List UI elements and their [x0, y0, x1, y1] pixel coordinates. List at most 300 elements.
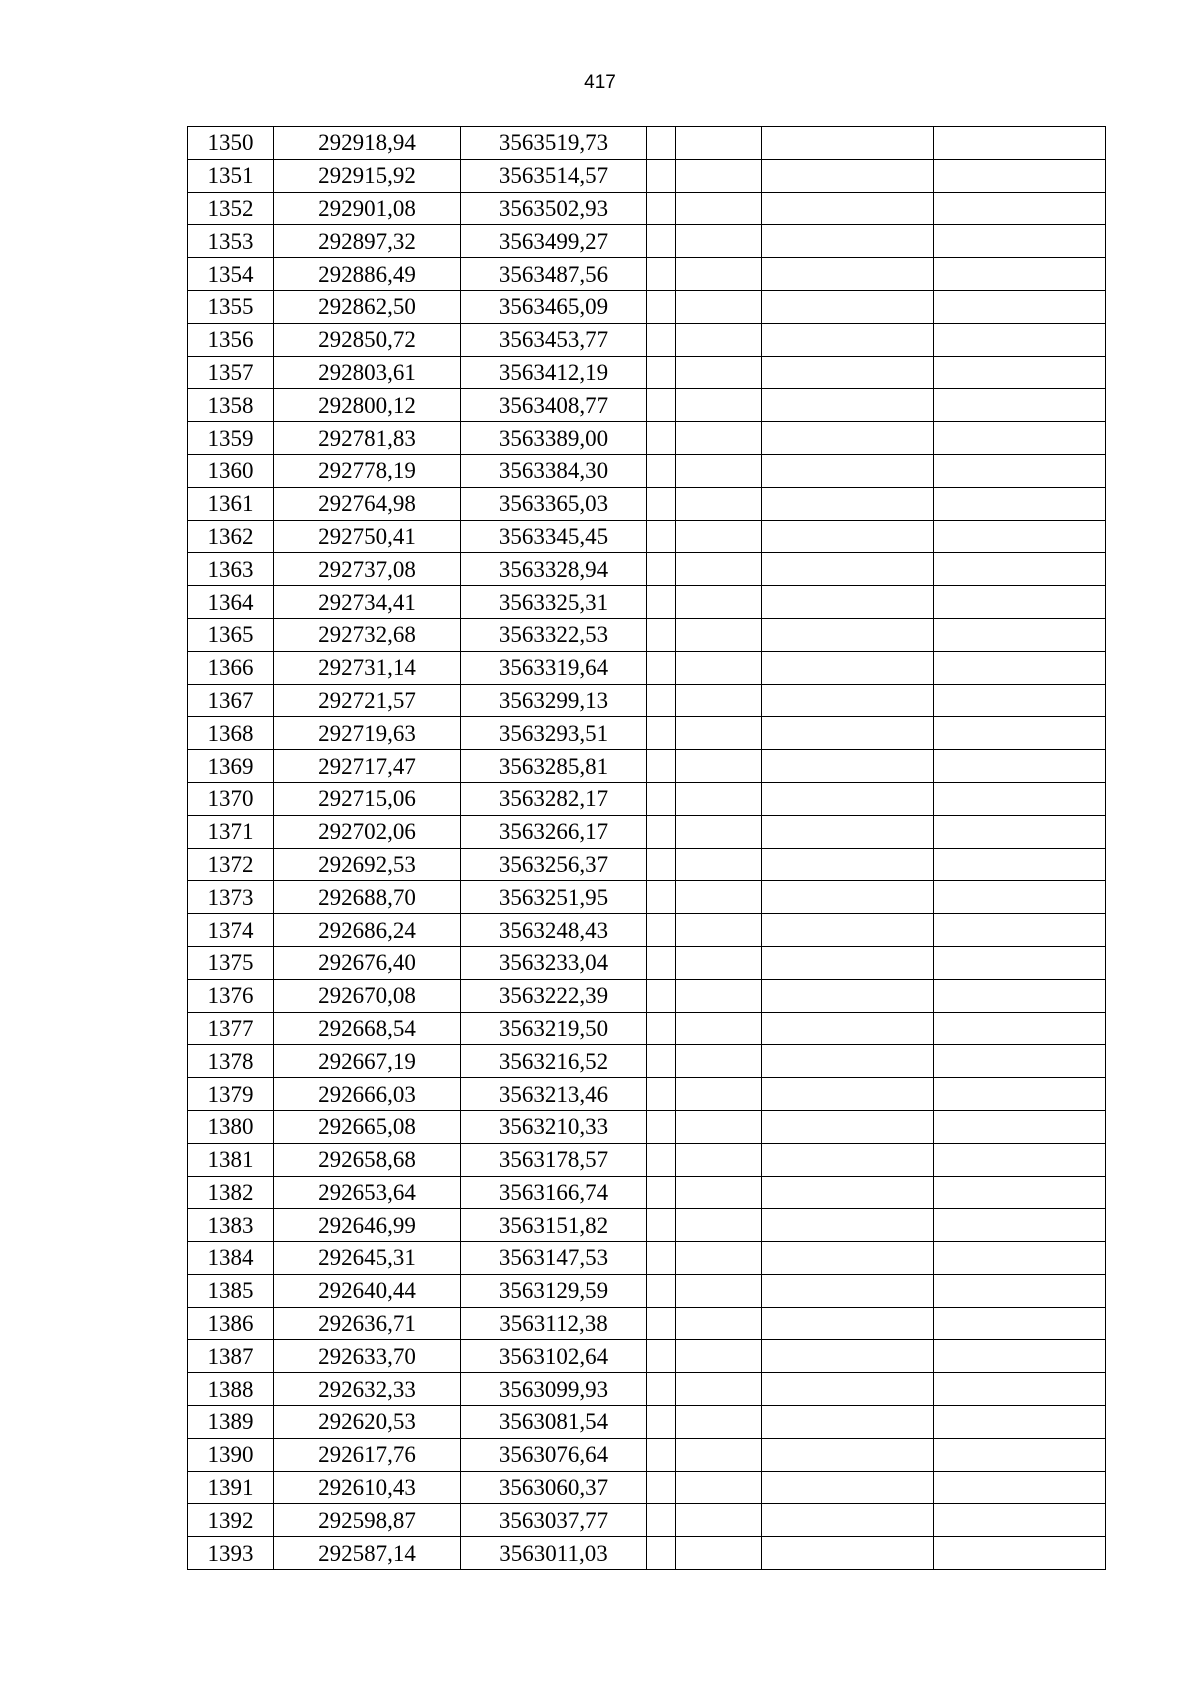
empty-cell [934, 914, 1106, 947]
point-number-cell: 1352 [188, 192, 274, 225]
empty-cell [647, 1012, 676, 1045]
point-number-cell: 1358 [188, 389, 274, 422]
point-number-cell: 1363 [188, 553, 274, 586]
point-number-cell: 1389 [188, 1406, 274, 1439]
table-row [188, 1209, 1106, 1242]
empty-cell [762, 1242, 934, 1275]
x-coordinate-cell: 292715,06 [274, 782, 461, 815]
point-number-cell: 1385 [188, 1274, 274, 1307]
empty-cell [647, 1471, 676, 1504]
table-row [188, 1504, 1106, 1537]
empty-cell [762, 717, 934, 750]
empty-cell [762, 1012, 934, 1045]
empty-cell [676, 553, 762, 586]
x-coordinate-cell: 292721,57 [274, 684, 461, 717]
x-coordinate-cell: 292686,24 [274, 914, 461, 947]
empty-cell [762, 159, 934, 192]
table-row [188, 356, 1106, 389]
empty-cell [676, 684, 762, 717]
x-coordinate-cell: 292803,61 [274, 356, 461, 389]
y-coordinate-cell: 3563178,57 [461, 1143, 647, 1176]
empty-cell [934, 422, 1106, 455]
empty-cell [762, 422, 934, 455]
table-row [188, 914, 1106, 947]
y-coordinate-cell: 3563299,13 [461, 684, 647, 717]
empty-cell [647, 1110, 676, 1143]
empty-cell [647, 290, 676, 323]
table-row [188, 1012, 1106, 1045]
point-number-cell: 1380 [188, 1110, 274, 1143]
table-row [188, 881, 1106, 914]
table-row [188, 258, 1106, 291]
y-coordinate-cell: 3563233,04 [461, 946, 647, 979]
x-coordinate-cell: 292850,72 [274, 323, 461, 356]
y-coordinate-cell: 3563412,19 [461, 356, 647, 389]
point-number-cell: 1364 [188, 586, 274, 619]
x-coordinate-cell: 292646,99 [274, 1209, 461, 1242]
point-number-cell: 1356 [188, 323, 274, 356]
point-number-cell: 1361 [188, 487, 274, 520]
x-coordinate-cell: 292750,41 [274, 520, 461, 553]
empty-cell [676, 946, 762, 979]
x-coordinate-cell: 292778,19 [274, 454, 461, 487]
empty-cell [934, 1438, 1106, 1471]
empty-cell [647, 520, 676, 553]
table-row [188, 1176, 1106, 1209]
x-coordinate-cell: 292636,71 [274, 1307, 461, 1340]
point-number-cell: 1355 [188, 290, 274, 323]
table-row [188, 946, 1106, 979]
empty-cell [762, 454, 934, 487]
empty-cell [762, 1406, 934, 1439]
table-row [188, 1110, 1106, 1143]
table-row [188, 651, 1106, 684]
empty-cell [934, 389, 1106, 422]
empty-cell [934, 1340, 1106, 1373]
empty-cell [647, 1373, 676, 1406]
y-coordinate-cell: 3563266,17 [461, 815, 647, 848]
table-row [188, 848, 1106, 881]
empty-cell [934, 586, 1106, 619]
y-coordinate-cell: 3563293,51 [461, 717, 647, 750]
point-number-cell: 1388 [188, 1373, 274, 1406]
empty-cell [934, 651, 1106, 684]
empty-cell [647, 422, 676, 455]
empty-cell [934, 717, 1106, 750]
empty-cell [934, 323, 1106, 356]
empty-cell [647, 1143, 676, 1176]
empty-cell [762, 946, 934, 979]
empty-cell [934, 1045, 1106, 1078]
empty-cell [762, 389, 934, 422]
empty-cell [647, 946, 676, 979]
empty-cell [934, 454, 1106, 487]
empty-cell [934, 1110, 1106, 1143]
empty-cell [647, 323, 676, 356]
table-row [188, 782, 1106, 815]
empty-cell [676, 815, 762, 848]
empty-cell [647, 1274, 676, 1307]
empty-cell [647, 782, 676, 815]
point-number-cell: 1371 [188, 815, 274, 848]
point-number-cell: 1384 [188, 1242, 274, 1275]
empty-cell [676, 1537, 762, 1570]
empty-cell [934, 815, 1106, 848]
point-number-cell: 1351 [188, 159, 274, 192]
empty-cell [647, 1307, 676, 1340]
empty-cell [762, 1438, 934, 1471]
coordinates-table [187, 126, 1106, 1570]
empty-cell [647, 979, 676, 1012]
empty-cell [676, 1504, 762, 1537]
empty-cell [762, 586, 934, 619]
point-number-cell: 1376 [188, 979, 274, 1012]
point-number-cell: 1387 [188, 1340, 274, 1373]
x-coordinate-cell: 292633,70 [274, 1340, 461, 1373]
table-row [188, 127, 1106, 160]
x-coordinate-cell: 292640,44 [274, 1274, 461, 1307]
empty-cell [676, 1242, 762, 1275]
empty-cell [934, 881, 1106, 914]
point-number-cell: 1392 [188, 1504, 274, 1537]
empty-cell [762, 618, 934, 651]
y-coordinate-cell: 3563514,57 [461, 159, 647, 192]
y-coordinate-cell: 3563408,77 [461, 389, 647, 422]
empty-cell [676, 1274, 762, 1307]
x-coordinate-cell: 292702,06 [274, 815, 461, 848]
empty-cell [762, 127, 934, 160]
empty-cell [762, 979, 934, 1012]
x-coordinate-cell: 292665,08 [274, 1110, 461, 1143]
empty-cell [934, 1078, 1106, 1111]
empty-cell [676, 651, 762, 684]
empty-cell [647, 618, 676, 651]
y-coordinate-cell: 3563151,82 [461, 1209, 647, 1242]
empty-cell [762, 684, 934, 717]
table-row [188, 454, 1106, 487]
y-coordinate-cell: 3563282,17 [461, 782, 647, 815]
empty-cell [762, 1176, 934, 1209]
empty-cell [934, 159, 1106, 192]
table-row [188, 1373, 1106, 1406]
y-coordinate-cell: 3563076,64 [461, 1438, 647, 1471]
point-number-cell: 1377 [188, 1012, 274, 1045]
empty-cell [934, 1143, 1106, 1176]
empty-cell [676, 1373, 762, 1406]
empty-cell [934, 848, 1106, 881]
empty-cell [676, 1340, 762, 1373]
point-number-cell: 1362 [188, 520, 274, 553]
empty-cell [762, 225, 934, 258]
empty-cell [934, 684, 1106, 717]
empty-cell [934, 225, 1106, 258]
x-coordinate-cell: 292587,14 [274, 1537, 461, 1570]
y-coordinate-cell: 3563453,77 [461, 323, 647, 356]
empty-cell [647, 1209, 676, 1242]
y-coordinate-cell: 3563011,03 [461, 1537, 647, 1570]
empty-cell [676, 1045, 762, 1078]
x-coordinate-cell: 292645,31 [274, 1242, 461, 1275]
point-number-cell: 1359 [188, 422, 274, 455]
table-row [188, 750, 1106, 783]
point-number-cell: 1365 [188, 618, 274, 651]
empty-cell [676, 717, 762, 750]
empty-cell [647, 1340, 676, 1373]
x-coordinate-cell: 292731,14 [274, 651, 461, 684]
table-row [188, 1045, 1106, 1078]
x-coordinate-cell: 292737,08 [274, 553, 461, 586]
empty-cell [647, 1504, 676, 1537]
empty-cell [762, 1274, 934, 1307]
y-coordinate-cell: 3563256,37 [461, 848, 647, 881]
empty-cell [762, 1110, 934, 1143]
empty-cell [647, 1176, 676, 1209]
empty-cell [676, 1438, 762, 1471]
empty-cell [762, 323, 934, 356]
empty-cell [934, 750, 1106, 783]
table-row [188, 389, 1106, 422]
y-coordinate-cell: 3563465,09 [461, 290, 647, 323]
empty-cell [934, 192, 1106, 225]
point-number-cell: 1383 [188, 1209, 274, 1242]
x-coordinate-cell: 292897,32 [274, 225, 461, 258]
point-number-cell: 1353 [188, 225, 274, 258]
table-row [188, 1078, 1106, 1111]
point-number-cell: 1350 [188, 127, 274, 160]
x-coordinate-cell: 292692,53 [274, 848, 461, 881]
y-coordinate-cell: 3563389,00 [461, 422, 647, 455]
table-row [188, 1471, 1106, 1504]
empty-cell [676, 1406, 762, 1439]
point-number-cell: 1360 [188, 454, 274, 487]
empty-cell [647, 192, 676, 225]
y-coordinate-cell: 3563502,93 [461, 192, 647, 225]
empty-cell [647, 1242, 676, 1275]
empty-cell [676, 127, 762, 160]
empty-cell [676, 979, 762, 1012]
table-row [188, 815, 1106, 848]
empty-cell [647, 750, 676, 783]
point-number-cell: 1375 [188, 946, 274, 979]
empty-cell [647, 1438, 676, 1471]
x-coordinate-cell: 292632,33 [274, 1373, 461, 1406]
y-coordinate-cell: 3563216,52 [461, 1045, 647, 1078]
empty-cell [762, 848, 934, 881]
point-number-cell: 1382 [188, 1176, 274, 1209]
empty-cell [647, 586, 676, 619]
empty-cell [762, 1504, 934, 1537]
empty-cell [647, 356, 676, 389]
point-number-cell: 1367 [188, 684, 274, 717]
y-coordinate-cell: 3563325,31 [461, 586, 647, 619]
empty-cell [676, 881, 762, 914]
empty-cell [676, 192, 762, 225]
empty-cell [647, 684, 676, 717]
y-coordinate-cell: 3563081,54 [461, 1406, 647, 1439]
y-coordinate-cell: 3563285,81 [461, 750, 647, 783]
table-row [188, 717, 1106, 750]
point-number-cell: 1393 [188, 1537, 274, 1570]
x-coordinate-cell: 292862,50 [274, 290, 461, 323]
x-coordinate-cell: 292800,12 [274, 389, 461, 422]
empty-cell [934, 487, 1106, 520]
empty-cell [762, 520, 934, 553]
point-number-cell: 1366 [188, 651, 274, 684]
x-coordinate-cell: 292781,83 [274, 422, 461, 455]
empty-cell [762, 914, 934, 947]
table-row [188, 1242, 1106, 1275]
point-number-cell: 1354 [188, 258, 274, 291]
empty-cell [647, 1537, 676, 1570]
table-row [188, 1438, 1106, 1471]
x-coordinate-cell: 292658,68 [274, 1143, 461, 1176]
empty-cell [934, 520, 1106, 553]
empty-cell [647, 651, 676, 684]
table-row [188, 422, 1106, 455]
table-row [188, 323, 1106, 356]
page-number: 417 [584, 72, 616, 93]
empty-cell [934, 127, 1106, 160]
empty-cell [676, 1471, 762, 1504]
x-coordinate-cell: 292717,47 [274, 750, 461, 783]
empty-cell [934, 1471, 1106, 1504]
empty-cell [676, 586, 762, 619]
empty-cell [762, 1471, 934, 1504]
empty-cell [676, 422, 762, 455]
empty-cell [934, 1504, 1106, 1537]
empty-cell [676, 258, 762, 291]
x-coordinate-cell: 292901,08 [274, 192, 461, 225]
coordinates-table-body [188, 127, 1106, 1570]
x-coordinate-cell: 292676,40 [274, 946, 461, 979]
x-coordinate-cell: 292732,68 [274, 618, 461, 651]
x-coordinate-cell: 292918,94 [274, 127, 461, 160]
table-row [188, 1274, 1106, 1307]
point-number-cell: 1386 [188, 1307, 274, 1340]
x-coordinate-cell: 292886,49 [274, 258, 461, 291]
empty-cell [647, 815, 676, 848]
x-coordinate-cell: 292667,19 [274, 1045, 461, 1078]
empty-cell [647, 717, 676, 750]
y-coordinate-cell: 3563166,74 [461, 1176, 647, 1209]
x-coordinate-cell: 292653,64 [274, 1176, 461, 1209]
empty-cell [676, 290, 762, 323]
empty-cell [934, 1406, 1106, 1439]
y-coordinate-cell: 3563213,46 [461, 1078, 647, 1111]
empty-cell [647, 454, 676, 487]
x-coordinate-cell: 292719,63 [274, 717, 461, 750]
y-coordinate-cell: 3563112,38 [461, 1307, 647, 1340]
y-coordinate-cell: 3563102,64 [461, 1340, 647, 1373]
empty-cell [762, 1078, 934, 1111]
empty-cell [762, 553, 934, 586]
empty-cell [934, 946, 1106, 979]
empty-cell [647, 127, 676, 160]
empty-cell [647, 1078, 676, 1111]
point-number-cell: 1368 [188, 717, 274, 750]
table-row [188, 684, 1106, 717]
point-number-cell: 1378 [188, 1045, 274, 1078]
empty-cell [762, 750, 934, 783]
point-number-cell: 1370 [188, 782, 274, 815]
empty-cell [676, 1209, 762, 1242]
empty-cell [676, 750, 762, 783]
empty-cell [934, 1209, 1106, 1242]
empty-cell [676, 389, 762, 422]
empty-cell [762, 1209, 934, 1242]
y-coordinate-cell: 3563365,03 [461, 487, 647, 520]
y-coordinate-cell: 3563248,43 [461, 914, 647, 947]
x-coordinate-cell: 292915,92 [274, 159, 461, 192]
x-coordinate-cell: 292598,87 [274, 1504, 461, 1537]
empty-cell [934, 290, 1106, 323]
empty-cell [934, 258, 1106, 291]
empty-cell [762, 192, 934, 225]
y-coordinate-cell: 3563322,53 [461, 618, 647, 651]
x-coordinate-cell: 292688,70 [274, 881, 461, 914]
x-coordinate-cell: 292620,53 [274, 1406, 461, 1439]
empty-cell [676, 1078, 762, 1111]
y-coordinate-cell: 3563222,39 [461, 979, 647, 1012]
y-coordinate-cell: 3563129,59 [461, 1274, 647, 1307]
empty-cell [676, 782, 762, 815]
empty-cell [676, 356, 762, 389]
x-coordinate-cell: 292610,43 [274, 1471, 461, 1504]
empty-cell [647, 1406, 676, 1439]
empty-cell [762, 881, 934, 914]
y-coordinate-cell: 3563499,27 [461, 225, 647, 258]
y-coordinate-cell: 3563147,53 [461, 1242, 647, 1275]
empty-cell [647, 881, 676, 914]
empty-cell [676, 1307, 762, 1340]
y-coordinate-cell: 3563519,73 [461, 127, 647, 160]
empty-cell [676, 454, 762, 487]
x-coordinate-cell: 292734,41 [274, 586, 461, 619]
point-number-cell: 1373 [188, 881, 274, 914]
empty-cell [934, 1537, 1106, 1570]
table-row [188, 618, 1106, 651]
empty-cell [934, 1274, 1106, 1307]
point-number-cell: 1374 [188, 914, 274, 947]
empty-cell [676, 1176, 762, 1209]
x-coordinate-cell: 292668,54 [274, 1012, 461, 1045]
empty-cell [676, 1110, 762, 1143]
empty-cell [934, 1012, 1106, 1045]
empty-cell [762, 1537, 934, 1570]
empty-cell [676, 618, 762, 651]
empty-cell [647, 1045, 676, 1078]
empty-cell [762, 651, 934, 684]
empty-cell [647, 225, 676, 258]
x-coordinate-cell: 292764,98 [274, 487, 461, 520]
y-coordinate-cell: 3563210,33 [461, 1110, 647, 1143]
empty-cell [762, 1373, 934, 1406]
empty-cell [762, 258, 934, 291]
table-row [188, 290, 1106, 323]
empty-cell [676, 487, 762, 520]
empty-cell [676, 323, 762, 356]
empty-cell [934, 1176, 1106, 1209]
table-row [188, 520, 1106, 553]
empty-cell [647, 848, 676, 881]
x-coordinate-cell: 292666,03 [274, 1078, 461, 1111]
empty-cell [676, 159, 762, 192]
table-row [188, 1406, 1106, 1439]
empty-cell [934, 979, 1106, 1012]
y-coordinate-cell: 3563099,93 [461, 1373, 647, 1406]
y-coordinate-cell: 3563487,56 [461, 258, 647, 291]
table-row [188, 487, 1106, 520]
